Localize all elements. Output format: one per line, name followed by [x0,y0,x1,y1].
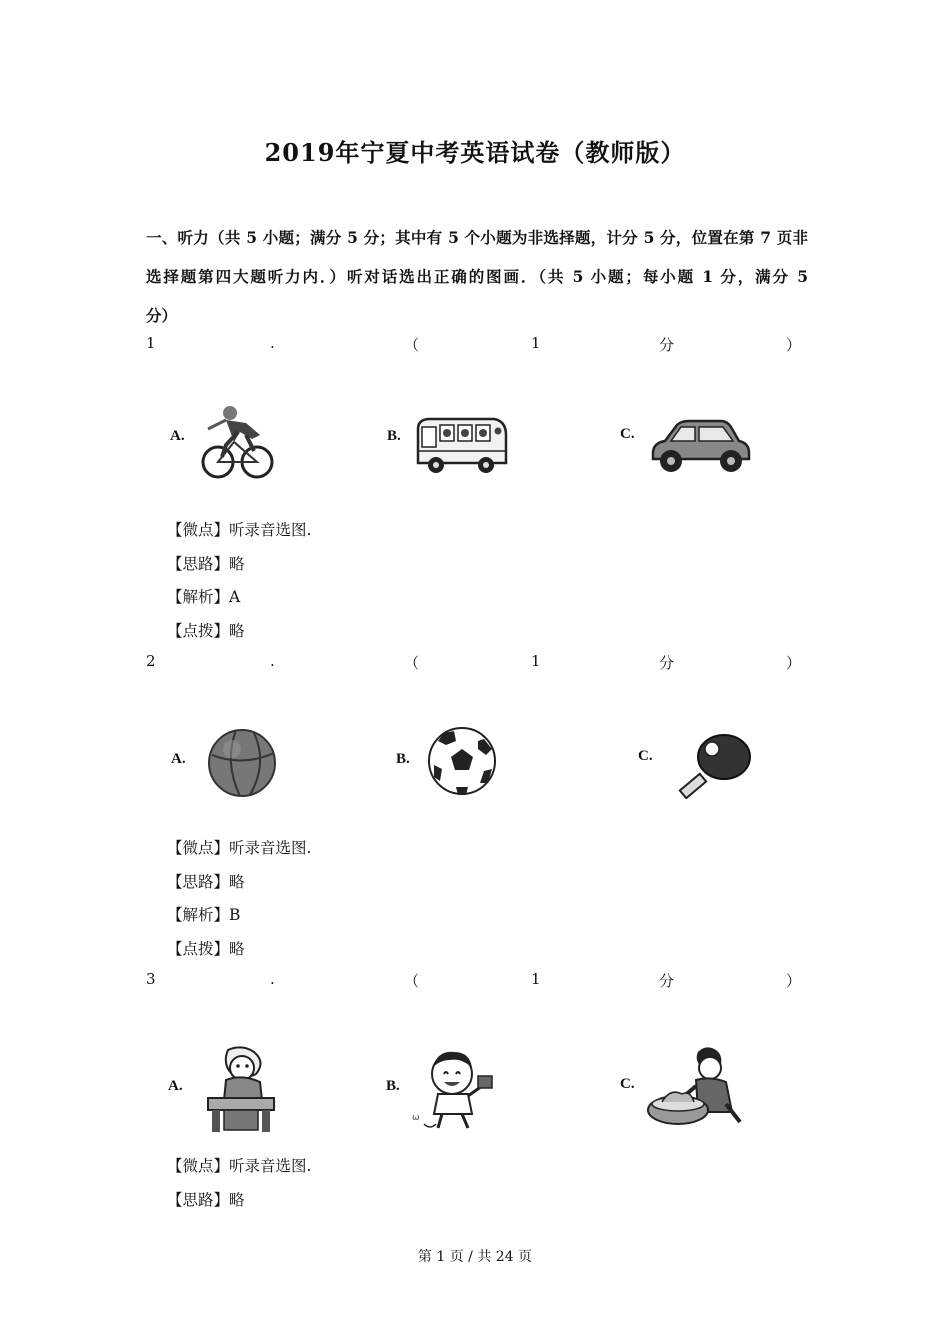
score-value: 1 [531,652,541,670]
note-line: 【解析】A [167,588,241,606]
section-heading [146,218,808,335]
question-2-stem [146,652,800,674]
option-a-label: A. [168,1078,183,1094]
question-2-options [0,715,950,815]
option-b-label: B. [396,751,410,767]
note-line: 【思路】略 [167,873,245,891]
section-heading-line: 分） [146,306,178,325]
student-at-desk-icon [198,1044,278,1134]
question-3-options [0,1040,950,1140]
note-line: 【点拨】略 [167,940,245,958]
option-b-label: B. [386,1078,400,1094]
question-1-options [0,395,950,495]
score-open-paren: （ [404,336,420,354]
option-c-label: C. [620,426,635,442]
score-unit: 分 [659,336,675,354]
option-a-label: A. [170,428,185,444]
ping-pong-paddle-icon [668,733,754,799]
question-dot: . [270,334,275,352]
note-line: 【思路】略 [167,555,245,573]
svg-text:ω: ω [412,1113,420,1123]
score-value: 1 [531,970,541,988]
score-unit: 分 [659,972,675,990]
score-close-paren: ） [786,336,802,354]
note-line: 【微点】听录音选图. [167,521,312,539]
question-number: 1 [146,334,156,352]
soccer-ball-icon [426,725,498,797]
note-line: 【点拨】略 [167,622,245,640]
note-line: 【微点】听录音选图. [167,1157,312,1175]
score-value: 1 [531,334,541,352]
option-c-label: C. [638,748,653,764]
car-icon [647,417,753,475]
section-heading-line: 选择题第四大题听力内．）听对话选出正确的图画．（共 5 小题；每小题 1 分，满分 5 [146,267,808,286]
page-title: 2019年宁夏中考英语试卷（教师版） [264,138,686,167]
cyclist-icon [196,405,276,483]
option-a-label: A. [171,751,186,767]
school-bus-icon [412,415,508,481]
question-number: 3 [146,970,156,988]
basketball-icon [206,727,278,799]
option-b-label: B. [387,428,401,444]
option-c-label: C. [620,1076,635,1092]
section-heading-line: 一、听力（共 5 小题；满分 5 分；其中有 5 个小题为非选择题，计分 5 分，位置在第 7 页非 [146,228,808,247]
boy-washing-clothes-icon [644,1042,744,1132]
score-unit: 分 [659,654,675,672]
question-3-stem [146,970,800,992]
question-1-stem [146,334,800,356]
score-close-paren: ） [786,972,802,990]
question-dot: . [270,652,275,670]
note-line: 【思路】略 [167,1191,245,1209]
page-footer: 第 1 页 / 共 24 页 [417,1249,533,1265]
note-line: 【微点】听录音选图. [167,839,312,857]
question-dot: . [270,970,275,988]
question-number: 2 [146,652,156,670]
score-open-paren: （ [404,654,420,672]
note-line: 【解析】B [167,906,241,924]
boy-playing-icon [410,1046,504,1132]
score-close-paren: ） [786,654,802,672]
score-open-paren: （ [404,972,420,990]
